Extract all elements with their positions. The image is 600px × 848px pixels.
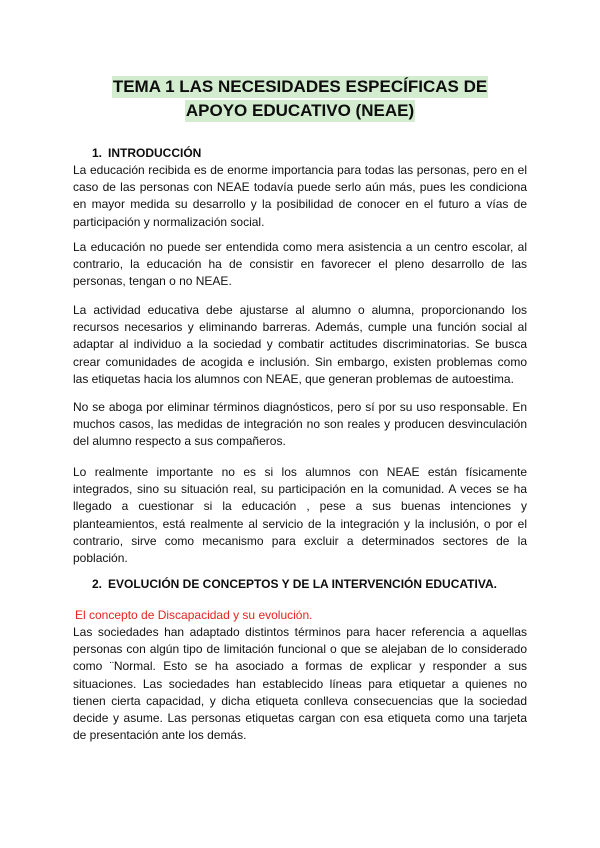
- subheading-discapacidad: El concepto de Discapacidad y su evolución.: [75, 608, 313, 622]
- title-line-2: APOYO EDUCATIVO (NEAE): [185, 101, 415, 120]
- section-1-title: INTRODUCCIÓN: [108, 146, 202, 160]
- section-1-number: 1.: [92, 146, 103, 160]
- title-line-1: TEMA 1 LAS NECESIDADES ESPECÍFICAS DE: [112, 77, 488, 96]
- paragraph: Las sociedades han adaptado distintos términos para hacer referencia a aquellas personas con algún tipo de limitación funcional o que se alejaban de lo considerado como ¨Normal. Esto se ha asociado a formas de explicar y responder a sus situaciones. Las sociedades han establecido líneas para etiquetar a quienes no tienen cierta capacidad, y dicha etiqueta conlleva consecuencias que la sociedad decide y asume. Las personas etiquetas cargan con esa etiqueta como una tarjeta de presentación ante los demás.: [73, 625, 527, 743]
- paragraph: No se aboga por eliminar términos diagnósticos, pero sí por su uso responsable. En muchos casos, las medidas de integración no son reales y producen desvinculación del alumno respecto a sus compañeros.: [73, 400, 527, 449]
- paragraph: Lo realmente importante no es si los alumnos con NEAE están físicamente integrados, sino su situación real, su participación en la comunidad. A veces se ha llegado a cuestionar si la educación , pese a sus buenas intenciones y planteamientos, está realmente al servicio de la integración y la inclusión, o por el contrario, sirve como mecanismo para excluir a determinados sectores de la población.: [73, 465, 527, 566]
- paragraph: La educación recibida es de enorme importancia para todas las personas, pero en el caso de las personas con NEAE todavía puede serlo aún más, pues les condiciona en mayor medida su desarrollo y la posibilidad de conocer en el futuro a vías de participación y normalización social.: [73, 163, 527, 229]
- section-2-number: 2.: [92, 577, 103, 591]
- paragraph: La educación no puede ser entendida como mera asistencia a un centro escolar, al contrario, la educación ha de consistir en favorecer el pleno desarrollo de las personas, tengan o no NEAE.: [73, 240, 527, 289]
- section-1-heading: [92, 146, 201, 161]
- section-2-heading: [92, 577, 497, 592]
- document-title: [0, 76, 600, 122]
- paragraph: La actividad educativa debe ajustarse al alumno o alumna, proporcionando los recursos necesarios y eliminando barreras. Además, cumple una función social al adaptar al individuo a la sociedad y combatir actitudes discriminatorias. Se busca crear comunidades de acogida e inclusión. Sin embargo, existen problemas como las etiquetas hacia los alumnos con NEAE, que generan problemas de autoestima.: [73, 303, 527, 386]
- section-2-title: EVOLUCIÓN DE CONCEPTOS Y DE LA INTERVENCIÓN EDUCATIVA.: [108, 577, 497, 591]
